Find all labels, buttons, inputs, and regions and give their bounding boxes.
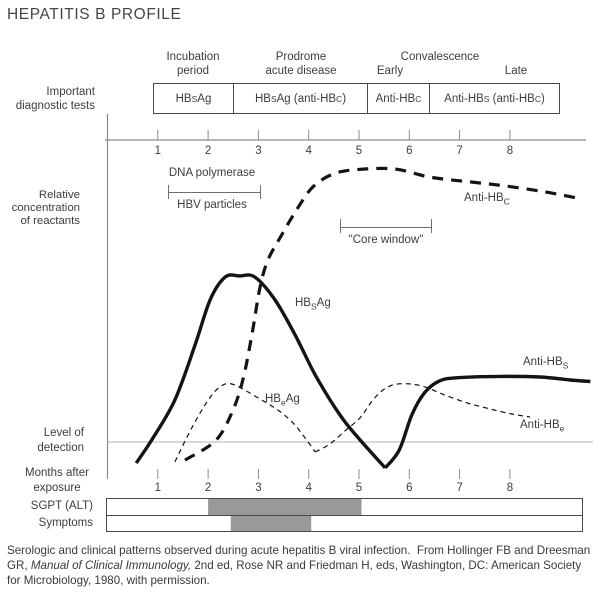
curve-label-text: Anti-HB [523, 356, 563, 368]
y-axis-label-line1: Relative [38, 189, 80, 201]
bottom-axis-tick-label: 4 [305, 482, 312, 494]
curve-label-text: HB [265, 393, 281, 405]
caption-italic-title: Manual of Clinical Immunology, [30, 559, 192, 573]
test-cell-text: Ag [197, 92, 212, 105]
hbsag-curve-label [295, 297, 331, 311]
phase-incubation [143, 51, 243, 78]
test-cell-text: HB [175, 92, 192, 105]
symptoms-row-label: Symptoms [38, 517, 93, 529]
hbv-particles-annotation: HBV particles [177, 199, 247, 211]
top-axis-tick-label: 2 [204, 145, 212, 157]
top-axis-tick-label: 6 [406, 145, 413, 157]
test-cell-text: ) [342, 92, 347, 105]
curve-label-sub: e [559, 423, 565, 434]
hbeag-curve-label [265, 393, 300, 407]
bottom-axis-tick-label: 1 [154, 482, 162, 494]
x-axis-label [7, 466, 107, 495]
test-cell-anti-hbc: Anti-HB C [367, 84, 429, 113]
curve-hbsag [136, 275, 385, 468]
top-axis-tick-label: 5 [355, 145, 363, 157]
figure-title: HEPATITIS B PROFILE [7, 6, 182, 23]
curve-label-text: Anti-HB [520, 419, 560, 431]
diagnostic-tests-strip [153, 83, 560, 114]
phase-convalescence-late: Late [504, 65, 528, 77]
phase-incubation-line2: period [177, 64, 209, 77]
top-axis-tick-label: 4 [305, 145, 312, 157]
x-axis-label-line1: Months after [25, 467, 89, 479]
diagnostic-tests-label-line2: diagnostic tests [15, 99, 95, 112]
bottom-axis-tick-label: 7 [456, 482, 463, 494]
x-axis-label-line2: exposure [33, 481, 81, 494]
sgpt-row-label: SGPT (ALT) [30, 500, 93, 512]
curve-label-sub: C [503, 196, 510, 207]
top-axis-tick-label: 7 [456, 145, 463, 157]
test-cell-text: Anti-HB [444, 92, 484, 105]
bottom-axis-tick-label: 2 [204, 482, 212, 494]
top-axis-tick-label: 3 [255, 145, 262, 157]
test-cell-text: Ag (anti-HB [276, 92, 337, 105]
curve-label-sub: e [280, 397, 286, 408]
detection-level-label-line2: detection [37, 442, 84, 454]
clinical-bar-sgpt-alt- [208, 499, 361, 515]
curve-label-text: Ag [316, 297, 331, 309]
diagnostic-tests-label [0, 86, 95, 113]
bottom-axis-tick-label: 5 [355, 482, 363, 494]
curve-label-sub: S [562, 360, 569, 371]
curve-label-text: Ag [285, 393, 300, 405]
caption-text: Serologic and clinical patterns observed during acute hepatitis B viral infection. From Hollinger FB and Dreesman GR, [7, 544, 591, 573]
phase-prodrome-line2: acute disease [265, 64, 337, 77]
curve-label-text: HB [295, 297, 311, 309]
phase-incubation-line1: Incubation [166, 51, 220, 63]
test-cell-text: (anti-HB [489, 92, 535, 105]
bottom-axis-tick-label: 6 [406, 482, 413, 494]
figure-caption [7, 543, 596, 589]
caption-text: 2nd ed, Rose NR and Friedman H, eds, Washington, DC: American Society for Microbiology, 1980, with permission. [7, 559, 582, 588]
clinical-bar-symptoms [231, 516, 311, 532]
curve-label-sub: S [310, 301, 317, 312]
core-window-annotation: "Core window" [348, 234, 424, 246]
y-axis-label-line2: concentration [11, 201, 80, 214]
top-axis-tick-label: 8 [506, 145, 514, 157]
phase-convalescence: Convalescence [400, 51, 480, 63]
detection-level-label-line1: Level of [43, 427, 84, 439]
detection-level-label [0, 426, 84, 456]
phase-prodrome-line1: Prodrome [275, 51, 327, 63]
anti-hbe-curve-label [520, 419, 564, 433]
phase-prodrome [240, 51, 362, 78]
phase-convalescence-early: Early [376, 65, 404, 77]
dna-polymerase-annotation: DNA polymerase [168, 167, 256, 179]
curve-label-text: Anti-HB [464, 192, 504, 204]
test-cell-hbsag-anti-hbc: HB S Ag (anti-HB C ) [233, 84, 367, 113]
anti-hbs-curve-label [523, 356, 568, 370]
dna-polymerase-bracket [169, 185, 261, 199]
core-window-bracket [341, 219, 432, 233]
bottom-axis-tick-label: 3 [255, 482, 262, 494]
anti-hbc-curve-label [464, 192, 510, 206]
diagnostic-tests-label-line1: Important [46, 86, 95, 98]
y-axis-label-line3: of reactants [20, 214, 80, 227]
test-cell-anti-hbs-anti-hbc: Anti-HB S (anti-HB C ) [429, 84, 559, 113]
bottom-axis-tick-label: 8 [506, 482, 514, 494]
y-axis-label [0, 189, 80, 227]
top-axis-tick-label: 1 [154, 145, 162, 157]
test-cell-text: Anti-HB [375, 92, 416, 105]
test-cell-hbsag: HB S Ag [175, 92, 212, 105]
chart-dynamic-layer [107, 130, 593, 532]
test-cell-text: HB [254, 92, 271, 105]
test-cell-text: ) [540, 92, 545, 105]
